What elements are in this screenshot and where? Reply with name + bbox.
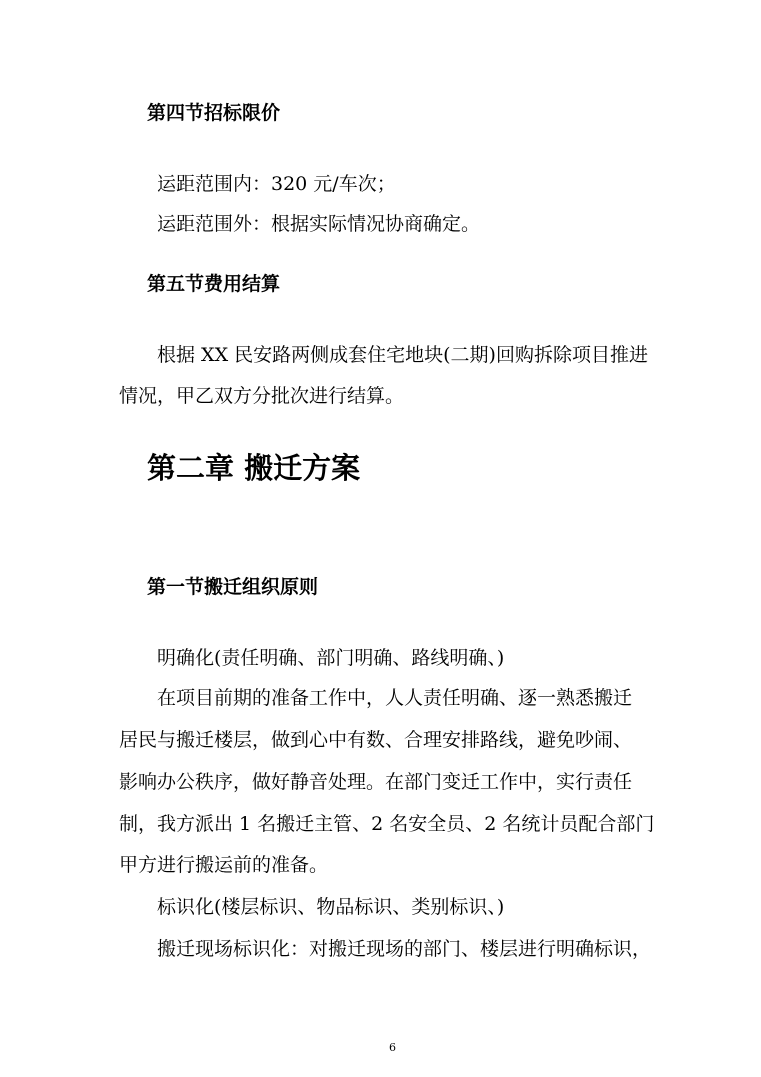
section1-para1-line3: 影响办公秩序，做好静音处理。在部门变迁工作中，实行责任 [119, 771, 633, 793]
page-number: 6 [389, 1041, 396, 1054]
section4-line1: 运距范围内：320 元/车次； [157, 173, 396, 195]
section1-para2-line1: 搬迁现场标识化：对搬迁现场的部门、楼层进行明确标识， [157, 938, 652, 960]
section1-heading: 第一节搬迁组织原则 [147, 576, 319, 598]
section4-line2: 运距范围外：根据实际情况协商确定。 [157, 213, 481, 235]
section1-para1-line1: 在项目前期的准备工作中，人人责任明确、逐一熟悉搬迁 [157, 687, 633, 709]
section1-para1-line2: 居民与搬迁楼层，做到心中有数、合理安排路线，避免吵闹、 [119, 729, 633, 751]
section5-heading: 第五节费用结算 [147, 273, 281, 295]
chapter2-title: 第二章 搬迁方案 [147, 451, 361, 485]
section1-para1-line5: 甲方进行搬运前的准备。 [119, 854, 329, 876]
section5-para-line2: 情况，甲乙双方分批次进行结算。 [119, 385, 405, 407]
section1-item2-title: 标识化(楼层标识、物品标识、类别标识、) [157, 896, 505, 918]
section4-heading: 第四节招标限价 [147, 102, 281, 124]
section1-item1-title: 明确化(责任明确、部门明确、路线明确、) [157, 647, 505, 669]
section1-para1-line4: 制，我方派出 1 名搬迁主管、2 名安全员、2 名统计员配合部门 [119, 813, 655, 835]
section5-para-line1: 根据 XX 民安路两侧成套住宅地块(二期)回购拆除项目推进 [157, 344, 648, 366]
